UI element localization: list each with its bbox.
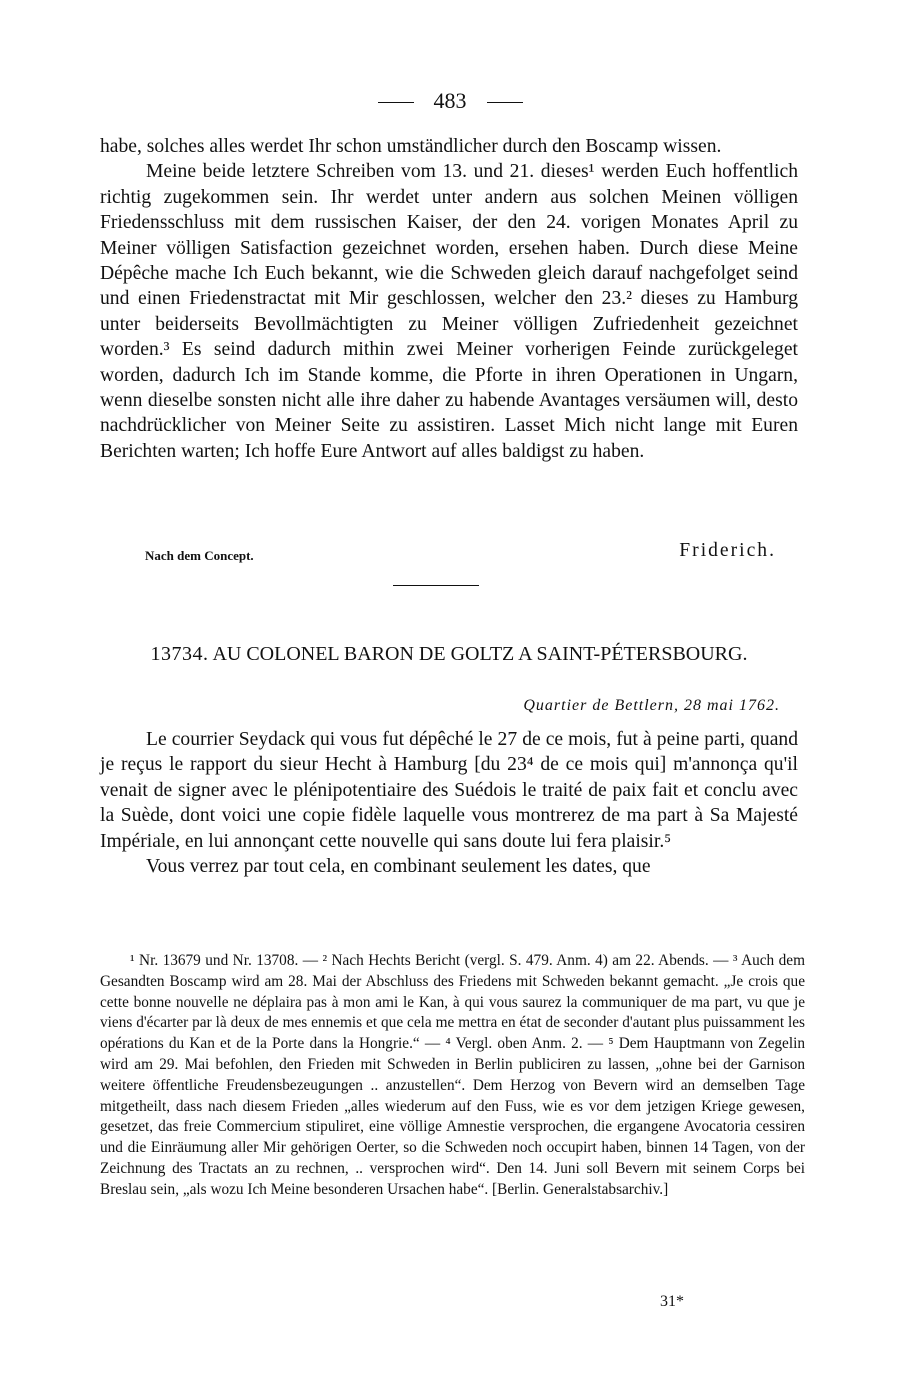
letter-number: 13734. [150, 643, 209, 665]
dateline: Quartier de Bettlern, 28 mai 1762. [523, 697, 780, 714]
sheet-signature: 31* [660, 1293, 684, 1310]
signature: Friderich. [679, 540, 776, 561]
letter2-body [100, 727, 798, 879]
footnotes [100, 951, 805, 1201]
letter2-para2: Vous verrez par tout cela, en combinant seulement les dates, que [146, 856, 651, 878]
header-dash-right [487, 102, 523, 103]
letter2-heading [100, 642, 798, 667]
letter1-para1: habe, solches alles werdet Ihr schon umständlicher durch den Boscamp wissen. [100, 136, 722, 157]
page-header [0, 88, 900, 114]
letter2-para1: Le courrier Seydack qui vous fut dépêché le 27 de ce mois, fut à peine parti, quand je reçus le rapport du sieur Hecht à Hamburg [du 23⁴ de ce mois qui] m'annonça qu'il venait de signer avec le plénipotentiaire des Suédois le traité de paix fait et conclu avec la Suède, dont voici une copie fidèle laquelle vous montrerez de ma part à Sa Majesté Impériale, en lui annonçant cette nouvelle qui sans doute lui fera plaisir.⁵ [100, 729, 798, 852]
letter1-body [100, 134, 798, 464]
source-note: Nach dem Concept. [145, 548, 254, 563]
letter-title: AU COLONEL BARON DE GOLTZ A SAINT-PÉTERSBOURG. [212, 643, 748, 665]
section-separator [393, 585, 479, 586]
header-dash-left [378, 102, 414, 103]
page-number: 483 [433, 88, 467, 113]
letter1-closing [100, 540, 798, 566]
footnotes-text: ¹ Nr. 13679 und Nr. 13708. — ² Nach Hechts Bericht (vergl. S. 479. Anm. 4) am 22. Abends. — ³ Auch dem Gesandten Boscamp wird am 28. Mai der Abschluss des Friedens mit Schweden bekannt gemacht. „Je crois que cette bonne nouvelle ne déplaira pas à mon ami le Kan, à qui vous saurez la communiquer de ma part, vu que je viens d'écarter par là deux de mes ennemis et que cela me mettra en état de seconder d'autant plus puissamment les opérations du Kan et de la Porte dans la Hongrie.“ — ⁴ Vergl. oben Anm. 2. — ⁵ Dem Hauptmann von Zegelin wird am 29. Mai befohlen, den Frieden mit Schweden in Berlin publiciren zu lassen, „ohne bei der Garnison weitere öffentliche Freudensbezeugungen .. anzustellen“. Dem Herzog von Bevern wird an demselben Tage mitgetheilt, dass nach diesem Frieden „alles wiederum auf den Fuss, wie es vor dem jetzigen Kriege gewesen, gesetzet, das freie Commercium stipuliret, eine völlige Amnestie versprochen, die ergangene Avocatoria cessiren und die Einräumung aller Mir gehörigen Oerter, so die Schweden noch occupirt haben, binnen 14 Tagen, von der Zeichnung des Tractats an zu rechnen, .. versprochen wird“. Den 14. Juni soll Bevern mit seinem Corps bei Breslau sein, „als wozu Ich Meine besonderen Ursachen habe“. [Berlin. Generalstabsarchiv.] [100, 952, 805, 1198]
letter1-para2: Meine beide letztere Schreiben vom 13. und 21. dieses¹ werden Euch hoffentlich richtig zugekommen sein. Ihr werdet unter andern aus solchen Meinen völligen Friedensschluss mit dem russischen Kaiser, der den 24. vorigen Monates April zu Meiner völligen Satisfaction gezeichnet worden, ersehen haben. Durch diese Meine Dépêche mache Ich Euch bekannt, wie die Schweden gleich darauf nachgefolget seind und einen Friedenstractat mit Mir geschlossen, welcher den 23.² dieses zu Hamburg unter beiderseits Bevollmächtigten zu Meiner völligen Zufriedenheit gezeichnet worden.³ Es seind dadurch mithin zwei Meiner vorherigen Feinde zurückgeleget worden, dadurch Ich im Stande komme, die Pforte in ihren Operationen in Ungarn, wenn dieselbe sonsten nicht alle ihre daher zu habende Avantages versäumen will, desto nachdrücklicher von Meiner Seite zu assistiren. Lasset Mich nicht lange mit Euren Berichten warten; Ich hoffe Eure Antwort auf alles baldigst zu haben. [100, 161, 798, 462]
